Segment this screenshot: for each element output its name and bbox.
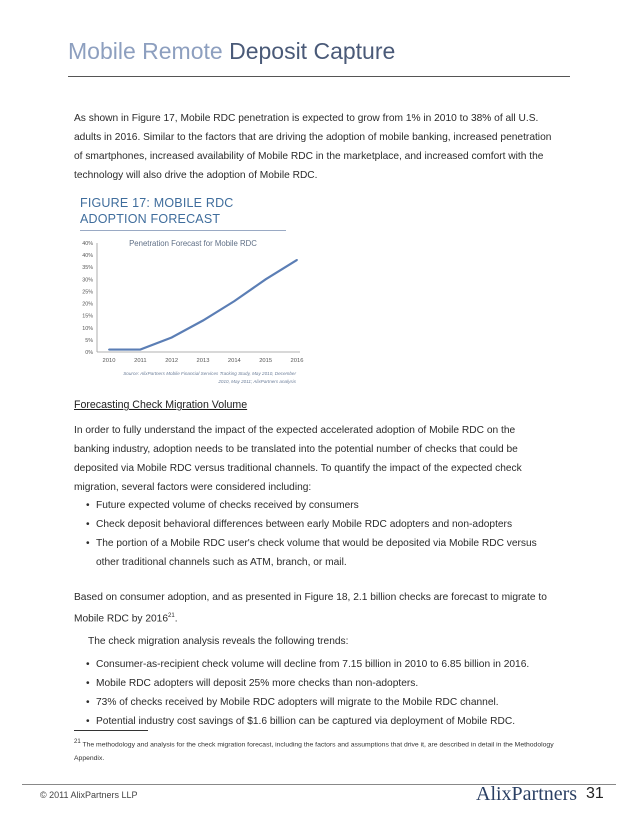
y-tick-label: 15%: [82, 313, 93, 320]
y-tick-label: 30%: [82, 277, 93, 284]
x-tick-label: 2014: [227, 358, 241, 364]
title-divider: [68, 76, 570, 77]
footnote-number: 21: [74, 739, 81, 745]
chart-title: Penetration Forecast for Mobile RDC: [129, 239, 257, 248]
chart-series-line: [109, 260, 297, 350]
data-point: [139, 349, 141, 351]
data-point: [233, 300, 235, 302]
x-tick-label: 2015: [259, 358, 273, 364]
trends-intro: The check migration analysis reveals the following trends:: [88, 636, 349, 647]
footnote-text: The methodology and analysis for the check migration forecast, including the factors and assumptions that drive it, are described in detail in the Methodology Appendix.: [74, 741, 554, 763]
list-item: • Check deposit behavioral differences between early Mobile RDC adopters and non-adopters: [86, 515, 552, 534]
intro-paragraph: As shown in Figure 17, Mobile RDC penetration is expected to grow from 1% in 2010 to 38% of all U.S. adults in 2016. Similar to the factors that are driving the adoption of mobile banking, increased penetration of smartphones, increased availability of Mobile RDC in the marketplace, and increased comfort with the technology will also drive the adoption of Mobile RDC.: [74, 113, 552, 181]
page-title-light: Mobile Remote: [68, 38, 223, 64]
data-point: [108, 349, 110, 351]
page-header: [68, 38, 395, 65]
figure-source: Source: AlixPartners Mobile Financial Services Tracking Study, May 2010, December 2010, May 2011; AlixPartners analysis: [123, 371, 296, 384]
paragraph-2-end: .: [174, 613, 178, 625]
data-point: [171, 337, 173, 339]
figure-title-divider: [80, 230, 286, 231]
factors-list: [86, 496, 552, 572]
paragraph-2-text: Based on consumer adoption, and as presented in Figure 18, 2.1 billion checks are forecast to migrate to Mobile RDC by 2016: [74, 592, 547, 625]
footnote-ref: 21: [168, 613, 175, 619]
x-tick-label: 2011: [134, 358, 147, 364]
section-paragraph-2: [74, 588, 552, 628]
y-tick-label: 40%: [82, 241, 93, 247]
penetration-line-chart: [40, 234, 310, 369]
data-point: [265, 278, 267, 280]
page-number: 31: [586, 785, 604, 802]
y-tick-label: 25%: [82, 289, 93, 296]
y-tick-label: 35%: [82, 265, 93, 272]
trends-list: [86, 655, 552, 731]
section-paragraph-1: In order to fully understand the impact of the expected accelerated adoption of Mobile RDC on the banking industry, adoption needs to be translated into the potential number of checks that could be deposited via Mobile RDC versus traditional channels. To quantify the impact of the expected check migration, several factors were considered including:: [74, 425, 522, 493]
list-item: • Consumer-as-recipient check volume will decline from 7.15 billion in 2010 to 6.85 billion in 2016.: [86, 655, 552, 674]
footnote: [74, 735, 554, 766]
y-tick-label: 40%: [82, 253, 93, 260]
list-item: • Potential industry cost savings of $1.6 billion can be captured via deployment of Mobile RDC.: [86, 712, 552, 731]
y-tick-label: 20%: [82, 301, 93, 308]
list-item: • Mobile RDC adopters will deposit 25% more checks than non-adopters.: [86, 674, 552, 693]
data-point: [296, 259, 298, 261]
y-tick-label: 5%: [85, 337, 93, 344]
y-tick-label: 0%: [85, 350, 93, 356]
x-tick-label: 2013: [196, 358, 210, 364]
copyright: © 2011 AlixPartners LLP: [40, 790, 138, 800]
list-item: • The portion of a Mobile RDC user's check volume that would be deposited via Mobile RDC versus other traditional channels such as ATM, branch, or mail.: [86, 534, 552, 572]
section-heading: Forecasting Check Migration Volume: [74, 399, 248, 411]
page-title: [68, 38, 395, 65]
y-tick-label: 10%: [82, 325, 93, 332]
alixpartners-logo: AlixPartners: [476, 783, 578, 805]
x-tick-label: 2016: [290, 358, 304, 364]
figure-title: FIGURE 17: MOBILE RDC ADOPTION FORECAST: [80, 196, 234, 226]
footnote-divider: [74, 730, 148, 731]
page-title-dark: Deposit Capture: [229, 38, 396, 64]
list-item: • Future expected volume of checks received by consumers: [86, 496, 552, 515]
x-tick-label: 2010: [102, 358, 116, 364]
list-item: • 73% of checks received by Mobile RDC adopters will migrate to the Mobile RDC channel.: [86, 693, 552, 712]
data-point: [202, 320, 204, 322]
x-tick-label: 2012: [165, 358, 179, 364]
